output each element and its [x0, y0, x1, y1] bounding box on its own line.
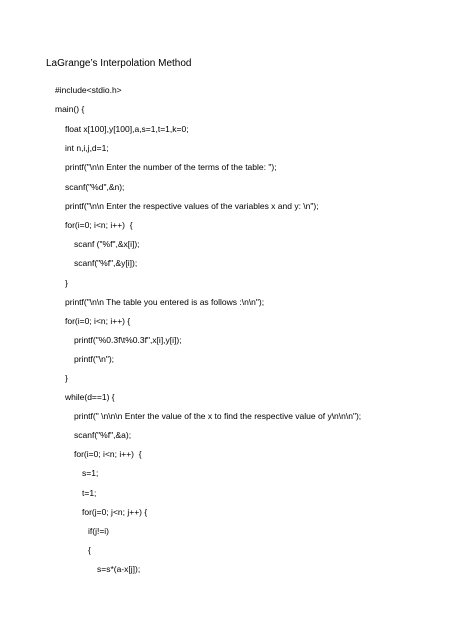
- code-line: int n,i,j,d=1;: [65, 143, 109, 153]
- code-line: #include<stdio.h>: [55, 85, 122, 95]
- code-line: if(j!=i): [88, 526, 110, 536]
- code-line: float x[100],y[100],a,s=1,t=1,k=0;: [65, 124, 189, 134]
- code-line: scanf("%f",&y[i]);: [74, 258, 138, 268]
- code-line: printf("\n\n Enter the number of the terms of the table: ");: [65, 162, 277, 172]
- code-line: scanf("%f",&a);: [74, 430, 132, 440]
- code-line: for(i=0; i<n; i++) {: [65, 316, 131, 326]
- code-line: scanf("%d",&n);: [65, 182, 125, 192]
- code-line: printf("\n");: [74, 354, 115, 364]
- code-line: printf("\n\n The table you entered is as follows :\n\n");: [65, 297, 265, 307]
- code-line: for(i=0; i<n; i++) {: [65, 220, 133, 230]
- code-line: main() {: [55, 104, 85, 114]
- code-line: printf("%0.3f\t%0.3f",x[i],y[i]);: [74, 335, 182, 345]
- code-line: printf(" \n\n\n Enter the value of the x to find the respective value of y\n\n\n");: [74, 411, 362, 421]
- code-line: s=1;: [82, 468, 99, 478]
- code-line: while(d==1) {: [65, 392, 115, 402]
- code-line: scanf ("%f",&x[i]);: [74, 239, 140, 249]
- code-line: {: [88, 545, 91, 555]
- code-line: for(i=0; i<n; i++) {: [74, 449, 142, 459]
- code-line: }: [65, 278, 68, 288]
- code-line: for(j=0; j<n; j++) {: [82, 507, 148, 517]
- code-line: t=1;: [82, 488, 97, 498]
- code-line: s=s*(a-x[j]);: [97, 564, 141, 574]
- code-line: printf("\n\n Enter the respective values of the variables x and y: \n");: [65, 201, 319, 211]
- code-line: }: [65, 373, 68, 383]
- document-title: LaGrange’s Interpolation Method: [46, 58, 192, 69]
